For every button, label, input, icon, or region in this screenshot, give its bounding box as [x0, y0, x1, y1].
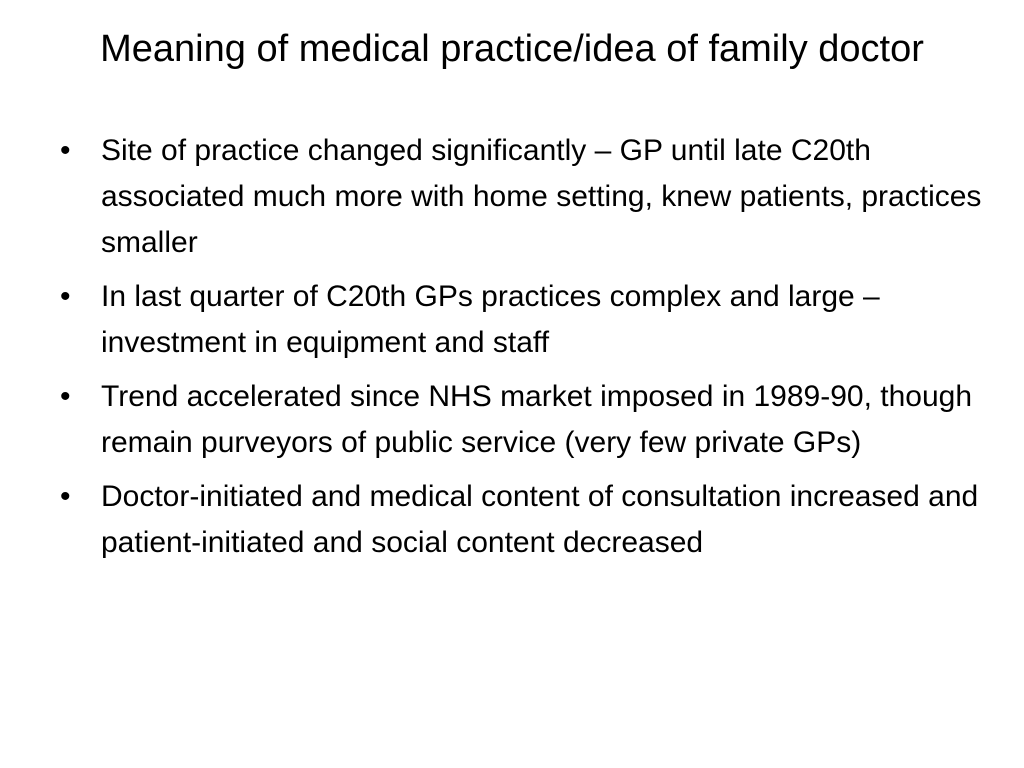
bullet-marker: •	[60, 134, 71, 167]
bullet-list	[56, 128, 986, 574]
bullet-marker: •	[60, 480, 71, 513]
slide-title: Meaning of medical practice/idea of family doctor	[100, 28, 924, 70]
bullet-marker: •	[60, 280, 71, 313]
bullet-item	[56, 128, 986, 266]
bullet-item	[56, 374, 986, 466]
bullet-item	[56, 474, 986, 566]
bullet-text: Trend accelerated since NHS market imposed in 1989-90, though remain purveyors of public service (very few private GPs)	[101, 380, 973, 459]
bullet-item	[56, 274, 986, 366]
bullet-text: Doctor-initiated and medical content of consultation increased and patient-initiated and social content decreased	[101, 480, 979, 559]
bullet-text: Site of practice changed significantly – GP until late C20th associated much more with home setting, knew patients, practices smaller	[101, 134, 982, 259]
bullet-text: In last quarter of C20th GPs practices complex and large – investment in equipment and staff	[101, 280, 880, 359]
bullet-marker: •	[60, 380, 71, 413]
